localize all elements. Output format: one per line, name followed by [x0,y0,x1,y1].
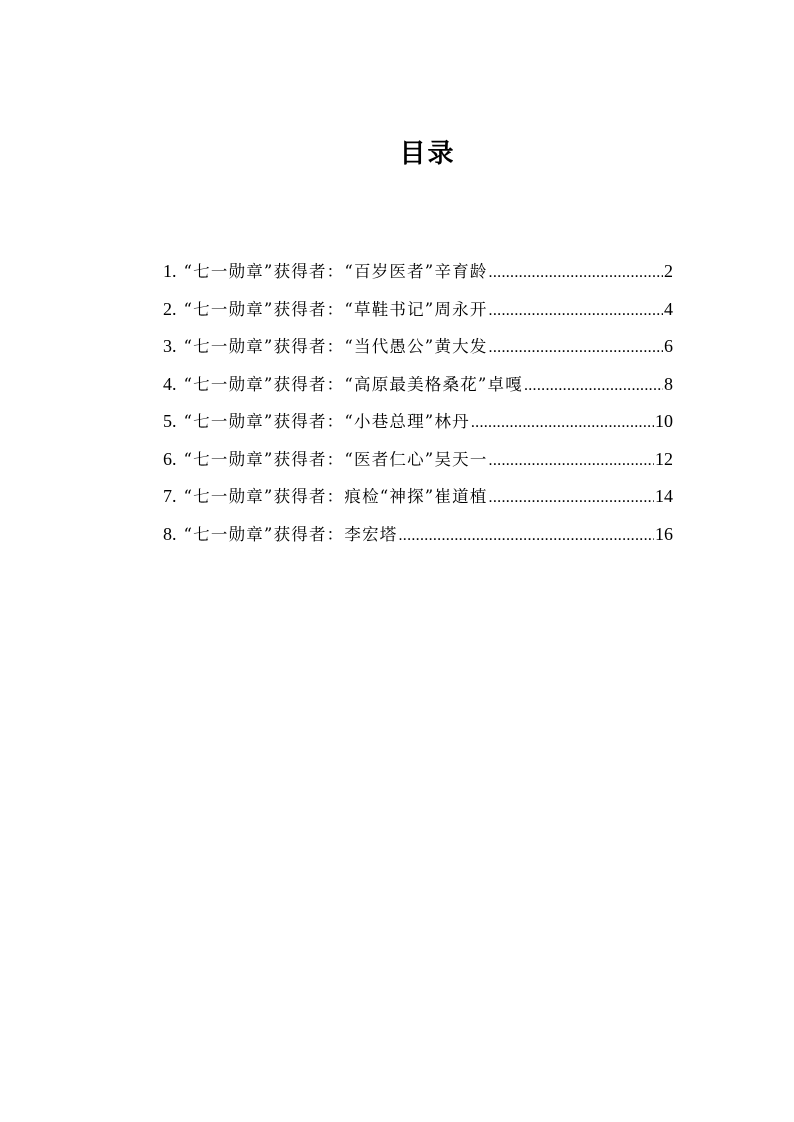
toc-entry-text: “七一勋章”获得者：“小巷总理”林丹 [183,412,470,431]
toc-entry[interactable] [163,441,673,479]
toc-entry-number: 6. [163,448,177,469]
toc-entry-text: “七一勋章”获得者：李宏塔 [183,524,398,544]
toc-entry-text: “七一勋章”获得者：“百岁医者”辛育龄 [183,262,488,281]
toc-dot-leader [489,479,654,517]
toc-list [163,253,673,553]
toc-entry[interactable] [163,516,673,554]
toc-entry[interactable] [163,366,673,404]
toc-entry-text: “七一勋章”获得者：痕检“神探”崔道植 [183,487,488,506]
toc-dot-leader [398,517,654,555]
toc-entry[interactable] [163,291,673,329]
toc-entry-page: 8 [664,373,673,394]
toc-entry-number: 2. [163,298,177,319]
toc-dot-leader [471,404,654,442]
toc-entry-page: 4 [664,298,673,319]
toc-entry-number: 1. [163,261,177,281]
toc-entry-page: 12 [655,448,673,469]
toc-dot-leader [489,254,663,292]
toc-entry[interactable] [163,478,673,516]
toc-dot-leader [524,367,663,405]
toc-entry-number: 7. [163,486,177,506]
toc-entry-text: “七一勋章”获得者：“当代愚公”黄大发 [183,337,488,356]
toc-entry-number: 4. [163,373,177,394]
toc-entry-page: 6 [664,336,673,356]
toc-dot-leader [489,329,663,367]
toc-entry-page: 2 [664,261,673,281]
toc-entry-text: “七一勋章”获得者：“高原最美格桑花”卓嘎 [183,374,523,394]
toc-entry-page: 16 [655,523,673,544]
toc-entry-page: 14 [655,486,673,506]
toc-entry-number: 5. [163,411,177,431]
toc-entry-text: “七一勋章”获得者：“草鞋书记”周永开 [183,299,488,319]
toc-title: 目录 [399,139,456,169]
toc-entry[interactable] [163,328,673,366]
toc-dot-leader [489,442,654,480]
toc-entry[interactable] [163,403,673,441]
toc-entry-number: 3. [163,336,177,356]
toc-entry-number: 8. [163,523,177,544]
toc-entry-page: 10 [655,411,673,431]
toc-dot-leader [489,292,663,330]
toc-entry[interactable] [163,253,673,291]
toc-entry-text: “七一勋章”获得者：“医者仁心”吴天一 [183,449,488,469]
